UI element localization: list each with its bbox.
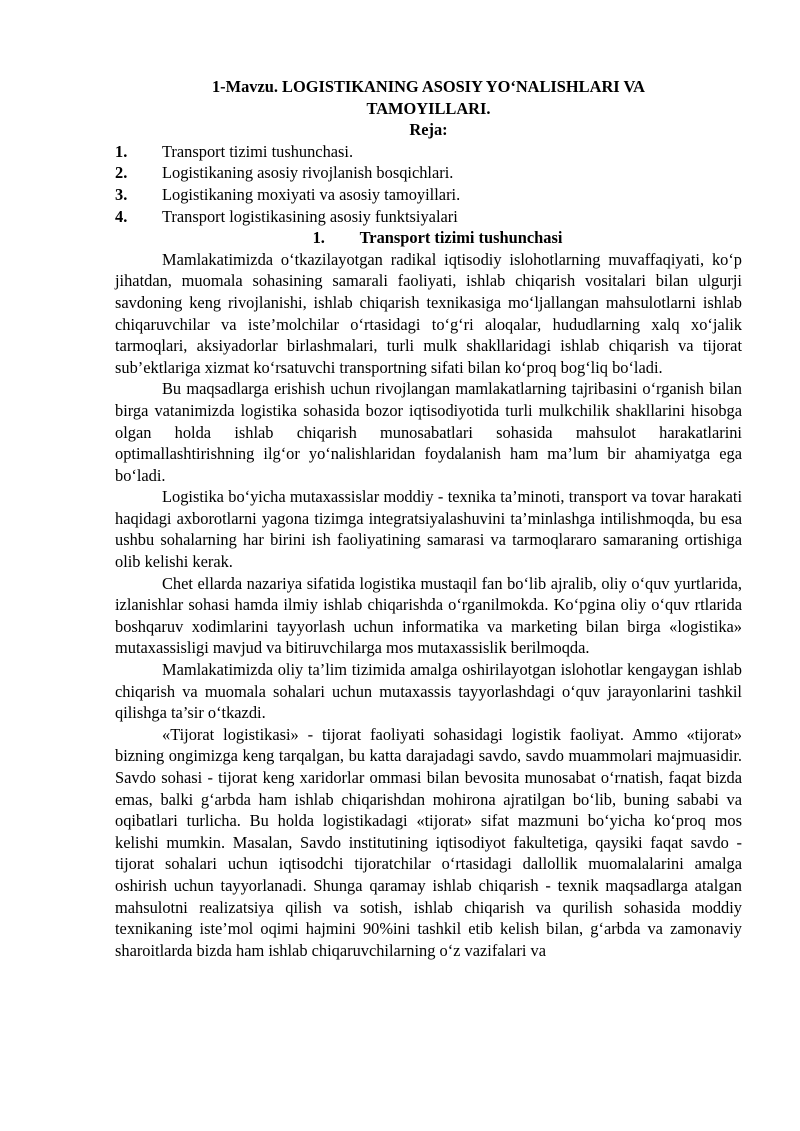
plan-item-number: 3. — [115, 184, 128, 204]
plan-heading: Reja: — [409, 120, 448, 140]
body-paragraph: Chet ellarda nazariya sifatida logistika mustaqil fan bo‘lib ajralib, oliy o‘quv yurtlarida, izlanishlar sohasi hamda ilmiy ishlab chiqarishda o‘rganilmokda. Ko‘pgina oliy o‘quv rtlarida boshqaruv xodimlarini tayyorlash uchun informatika va marketing bilan birga «logistika» mutaxassisligi mavjud va bitiruvchilarga mos mutaxassislik berilmoqda. — [115, 573, 742, 658]
section-number: 1. — [312, 228, 325, 248]
plan-item-number: 1. — [115, 141, 128, 161]
plan-item — [115, 184, 742, 206]
plan-list — [115, 141, 742, 227]
plan-item-text: Logistikaning moxiyati va asosiy tamoyillari. — [162, 184, 461, 204]
body-paragraph: «Tijorat logistikasi» - tijorat faoliyati sohasidagi logistik faoliyat. Ammo «tijorat» bizning ongimizga keng tarqalgan, bu katta darajadagi savdo, savdo muammolari majmuasidir. Savdo sohasi - tijorat keng xaridorlar ommasi bilan bevosita munosabat o‘rnatish, faqat bizda emas, balki g‘arbda ham ishlab chiqarishdan mohirona ajratilgan bo‘lib, buning sababi va oqibatlari turlicha. Bu holda logistikadagi «tijorat» sifat mazmuni bo‘yicha ko‘proq mos kelishi mumkin. Masalan, Savdo institutining iqtisodiyot fakultetiga, qaysiki faqat savdo - tijorat sohalari uchun iqtisodchi tijoratchilar o‘rtasidagi dallollik muomalalarini amalga oshirish uchun tayyorlanadi. Shunga qaramay ishlab chiqarish - texnik maqsadlarga atalgan mahsulotni realizatsiya qilish va sotish, ishlab chiqarish va qurilish sohasida moddiy texnikaning iste’mol oqimi hajmini 90%ini tashkil etib kelish bilan, g‘arbda va zamonaviy sharoitlarda bizda ham ishlab chiqaruvchilarning o‘z vazifalari va — [115, 724, 742, 960]
plan-item-text: Logistikaning asosiy rivojlanish bosqichlari. — [162, 163, 454, 183]
plan-item-text: Transport logistikasining asosiy funktsiyalari — [162, 206, 458, 226]
document-page — [115, 76, 742, 961]
body-paragraph: Logistika bo‘yicha mutaxassislar moddiy - texnika ta’minoti, transport va tovar harakati haqidagi axborotlarni yagona tizimga integratsiyalashuvini ta’minlashga intilishmoqda, bu esa ushbu sohalarning har birini ish faoliyatining samarasi va tarmoqlararo samaraning ortishiga olib kelishi kerak. — [115, 487, 742, 572]
body-paragraph: Bu maqsadlarga erishish uchun rivojlangan mamlakatlarning tajribasini o‘rganish bilan birga vatanimizda logistika sohasida bozor iqtisodiyotida turli mulkchilik shakllarini hisobga olgan holda ishlab chiqarish munosabatlari sohasida mahsulot harakatlarini optimallashtirishning ilg‘or yo‘nalishlaridan foydalanish ham ma’lum bir ahamiyatga ega bo‘ladi. — [115, 379, 742, 485]
plan-item — [115, 141, 742, 163]
plan-item — [115, 162, 742, 184]
plan-item-number: 2. — [115, 163, 128, 183]
plan-item-number: 4. — [115, 206, 128, 226]
document-title: 1-Mavzu. LOGISTIKANING ASOSIY YO‘NALISHLARI VA TAMOYILLARI. — [211, 77, 646, 118]
section-title: Transport tizimi tushunchasi — [359, 228, 563, 248]
body-paragraph: Mamlakatimizda oliy ta’lim tizimida amalga oshirilayotgan islohotlar kengaygan ishlab chiqarish va muomala sohalari uchun mutaxassis tayyorlashdagi o‘quv jarayonlarini tashkil qilishga ta’sir o‘tkazdi. — [115, 660, 742, 723]
plan-item — [115, 206, 742, 228]
plan-item-text: Transport tizimi tushunchasi. — [162, 141, 354, 161]
section-heading — [115, 227, 742, 249]
body-paragraph: Mamlakatimizda o‘tkazilayotgan radikal iqtisodiy islohotlarning muvaffaqiyati, ko‘p jihatdan, muomala sohasining samarali faoliyati, ishlab chiqarish vositalari bilan ulgurji savdoning keng rivojlanishi, ishlab chiqarish texnikasiga mo‘ljallangan mahsulotlarni ishlab chiqaruvchilar va iste’molchilar o‘rtasidagi to‘g‘ri aloqalar, hududlarning xalq xo‘jalik tarmoqlari, aksiyadorlar birlashmalari, turli mulk shakllaridagi ishlab chiqarish va tijorat sub’ektlariga xizmat ko‘rsatuvchi transportning sifati bilan ko‘proq bog‘liq bo‘ladi. — [115, 249, 742, 377]
